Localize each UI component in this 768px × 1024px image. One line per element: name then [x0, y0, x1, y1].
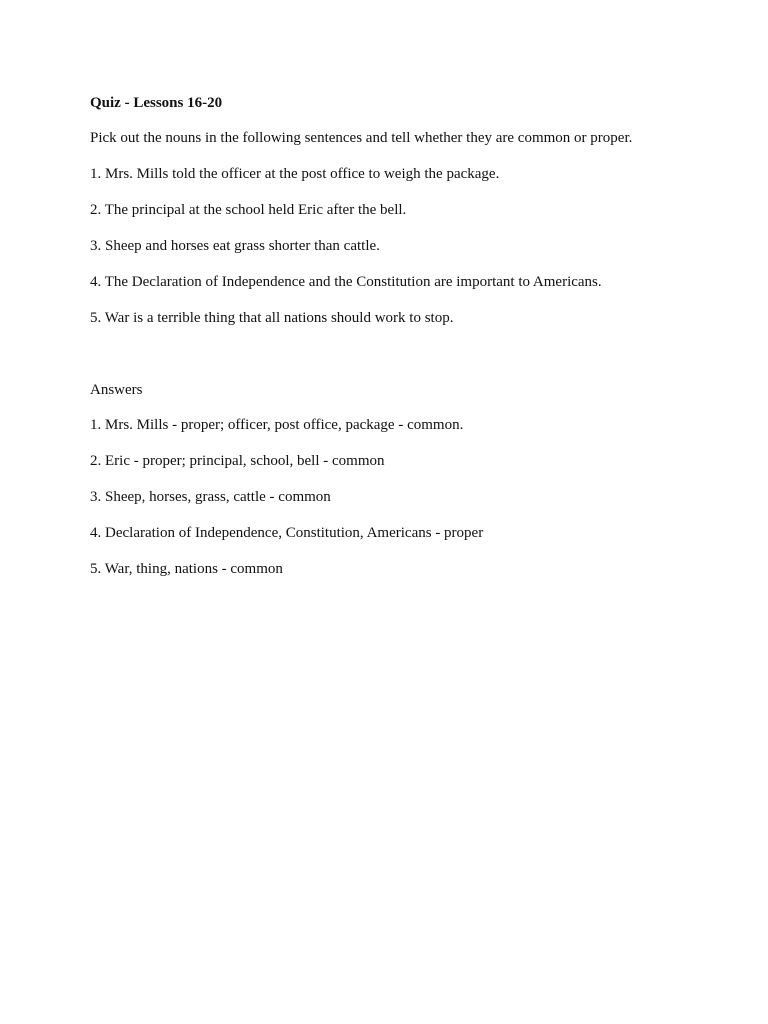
quiz-question: 2. The principal at the school held Eric after the bell.: [90, 202, 407, 218]
answer-item: 4. Declaration of Independence, Constitution, Americans - proper: [90, 525, 484, 541]
quiz-question: 4. The Declaration of Independence and the Constitution are important to Americans.: [90, 274, 602, 290]
quiz-question: 5. War is a terrible thing that all nations should work to stop.: [90, 310, 454, 326]
quiz-title: Quiz - Lessons 16-20: [90, 95, 223, 111]
answers-heading: Answers: [90, 382, 143, 398]
answer-item: 3. Sheep, horses, grass, cattle - common: [90, 489, 331, 505]
quiz-question: 3. Sheep and horses eat grass shorter than cattle.: [90, 238, 380, 254]
quiz-question: 1. Mrs. Mills told the officer at the post office to weigh the package.: [90, 166, 500, 182]
answer-item: 2. Eric - proper; principal, school, bell - common: [90, 453, 385, 469]
quiz-instructions: Pick out the nouns in the following sentences and tell whether they are common or proper.: [90, 130, 633, 146]
answer-item: 5. War, thing, nations - common: [90, 561, 283, 577]
answer-item: 1. Mrs. Mills - proper; officer, post office, package - common.: [90, 417, 464, 433]
